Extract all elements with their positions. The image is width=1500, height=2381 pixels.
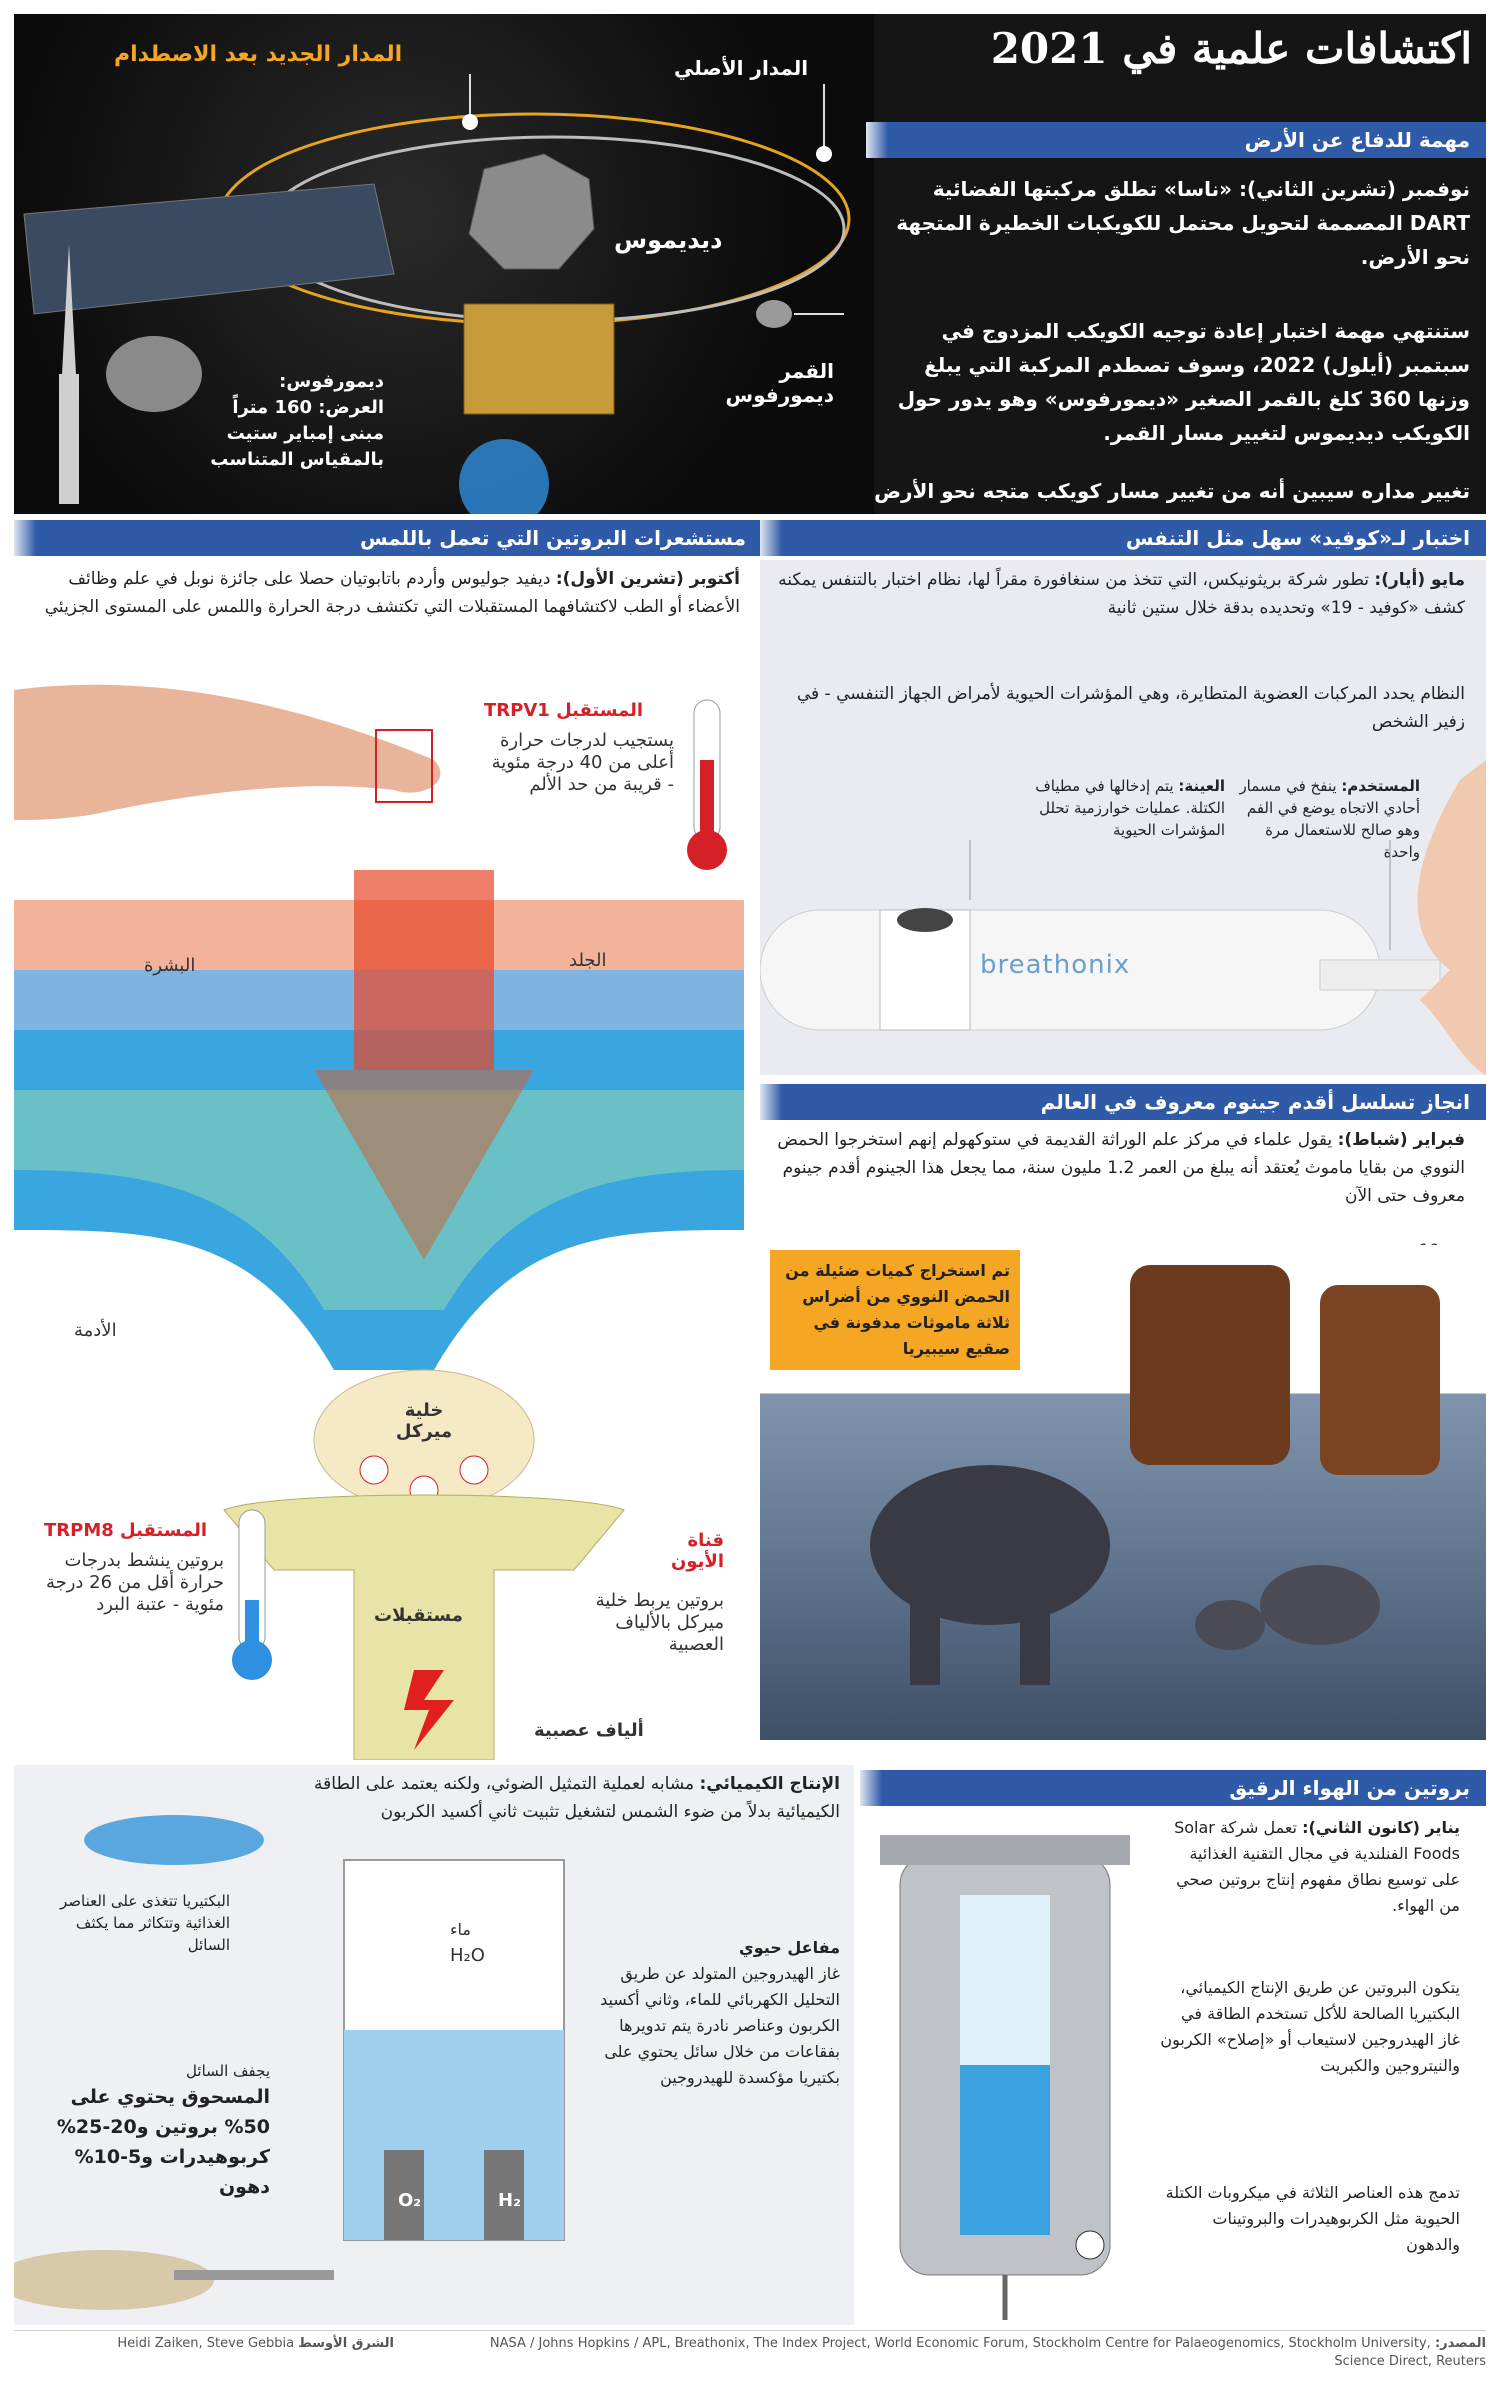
- molar-1: [1130, 1265, 1290, 1465]
- bioreactor-vessel-illustration: [860, 1815, 1160, 2325]
- trpm8-title: المستقبل TRPM8: [44, 1520, 208, 1541]
- dart-header: مهمة للدفاع عن الأرض: [866, 122, 1486, 158]
- protein-jan3: تدمج هذه العناصر الثلاثة في ميكروبات الكتلة الحيوية مثل الكربوهيدرات والبروتينات والدهون: [1165, 2183, 1460, 2254]
- covid-p1-text: تطور شركة بريثونيكس، التي تتخذ من سنغافورة مقراً لها، نظام اختبار بالتنفس يمكنه كشف «كوفيد - 19» وتحديده بدقة خلال ستين ثانية: [778, 570, 1465, 618]
- powder-lead: يجفف السائل: [186, 2062, 270, 2080]
- new-orbit-label: المدار الجديد بعد الاصطدام: [114, 42, 403, 67]
- touch-header: مستشعرات البروتين التي تعمل باللمس: [14, 520, 762, 556]
- bacteria-icon: [84, 1815, 264, 1865]
- sources-text: NASA / Johns Hopkins / APL, Breathonix, The Index Project, World Economic Forum, Stockholm Centre for Palaeogenomics, Stockholm University, Science Direct, Reuters: [489, 2336, 1486, 2369]
- didymos-label: ديديموس: [614, 226, 723, 254]
- user-text: ينفخ في مسمار أحادي الاتجاه يوضع في الفم وهو صالح للاستعمال مرة واحدة: [1239, 777, 1420, 861]
- ion-channel-text: بروتين يربط خلية ميركل بالألياف العصبية: [595, 1590, 724, 1655]
- page-title: اكتشافات علمية في 2021: [990, 24, 1472, 73]
- genome-p-text: يقول علماء في مركز علم الوراثة القديمة في ستوكهولم إنهم استخرجوا الحمض النووي من بقايا ماموث يُعتقد أنه يبلغ من العمر 1.2 مليون سنة، مما يجعل هذا الجينوم أقدم جينوم معروف حتى الآن: [777, 1130, 1465, 1206]
- molar-2: [1320, 1285, 1440, 1475]
- mammoth-calf: [1195, 1600, 1265, 1650]
- solar-panel: [24, 184, 394, 314]
- protein-jan: [1160, 1815, 1460, 1919]
- powder-desc: المسحوق يحتوي على 50% بروتين و20-25% كربوهيدرات و5-10% دهون: [56, 2086, 270, 2198]
- h2-label: H₂: [498, 2190, 521, 2211]
- protein-header: بروتين من الهواء الرقيق: [860, 1770, 1486, 1806]
- thruster-glow: [459, 439, 549, 514]
- chem-text: مشابه لعملية التمثيل الضوئي، ولكنه يعتمد على الطاقة الكيميائية بدلاً من ضوء الشمس لتشغيل تثبيت ثاني أكسيد الكربون: [314, 1774, 840, 1822]
- pressure-gauge: [1076, 2231, 1104, 2259]
- o2-label: O₂: [398, 2190, 422, 2211]
- genome-p: [775, 1126, 1465, 1210]
- credits-names: Heidi Zaiken, Steve Gebbia: [117, 2336, 295, 2351]
- merkel-label: خلية ميركل: [395, 1400, 453, 1442]
- covid-p1: [775, 566, 1465, 622]
- trpv1-title: المستقبل TRPV1: [484, 700, 644, 721]
- touch-intro-text: ديفيد جوليوس وأردم باتابوتيان حصلا على جائزة نوبل في علم وظائف الأعضاء أو الطب لاكتشافهما المستقبلات التي تكتشف درجة الحرارة واللمس على المستوى الجزيئي: [44, 569, 740, 617]
- jan-text: تعمل شركة Solar Foods الفنلندية في مجال التقنية الغذائية على توسيع نطاق مفهوم إنتاج بروتين صحي من الهواء.: [1174, 1818, 1460, 1915]
- skin-label: الجلد: [569, 950, 607, 971]
- footer: [14, 2330, 1486, 2377]
- h2o-label: H₂O: [450, 1945, 485, 1966]
- trpm8-text: بروتين ينشط بدرجات حرارة أقل من 26 درجة مئوية - عتبة البرد: [45, 1550, 224, 1615]
- touch-intro: [18, 565, 740, 621]
- genome-header: انجاز تسلسل أقدم جينوم معروف في العالم: [760, 1084, 1486, 1120]
- genome-note: تم استخراج كميات ضئيلة من الحمض النووي من أضراس ثلاثة ماموثات مدفونة في صقيع سيبيريا: [770, 1250, 1020, 1370]
- credits-brand: الشرق الأوسط: [298, 2336, 394, 2351]
- dart-paragraph-3: تغيير مداره سيبين أنه من تغيير مسار كويكب متجه نحو الأرض: [874, 479, 1470, 503]
- heat-beam: [354, 870, 494, 1070]
- genome-p-lead: فبراير (شباط):: [1337, 1130, 1465, 1150]
- water-label: ماء: [450, 1920, 471, 1939]
- jan-lead: يناير (كانون الثاني):: [1302, 1818, 1460, 1837]
- sources: [436, 2335, 1486, 2371]
- touch-intro-lead: أكتوبر (تشرين الأول):: [555, 569, 740, 589]
- dart-panel: [14, 14, 1486, 514]
- dart-spacecraft: [464, 304, 614, 414]
- didymos-asteroid: [469, 154, 594, 269]
- covid-header: اختبار لـ«كوفيد» سهل مثل التنفس: [760, 520, 1486, 556]
- skin-diagram: [14, 670, 744, 1760]
- chem-lead: الإنتاج الكيميائي:: [699, 1774, 840, 1794]
- empire-state-building: [59, 374, 79, 504]
- brand-label: breathonix: [980, 950, 1131, 980]
- covid-p1-lead: مايو (أيار):: [1374, 570, 1465, 590]
- epidermis-label: البشرة: [144, 955, 196, 976]
- orbit-diagram: [14, 14, 914, 514]
- sample-text: يتم إدخالها في مطياف الكتلة. عمليات خوارزمية تحلل المؤشرات الحيوية: [1035, 777, 1225, 839]
- liquid: [344, 2030, 564, 2240]
- powder-text: [30, 2060, 270, 2202]
- mammoth-large: [870, 1465, 1110, 1625]
- dart-paragraph-1: نوفمبر (تشرين الثاني): «ناسا» تطلق مركبتها الفضائية DART المصممة لتحويل محتمل للكويكبات الخطيرة المتجهة نحو الأرض.: [896, 177, 1470, 269]
- bioreactor-text: [600, 1935, 840, 2091]
- receptors-label: مستقبلات: [374, 1605, 463, 1626]
- ion-channel-label: قناة الأيون: [671, 1530, 724, 1572]
- spoon: [174, 2270, 334, 2280]
- trpv1-text: يستجيب لدرجات حرارة أعلى من 40 درجة مئوية - قريبة من حد الألم: [491, 730, 674, 795]
- bacteria-text: البكتيريا تتغذى على العناصر الغذائية وتتكاثر مما يكثف السائل: [60, 1892, 230, 1954]
- original-orbit-label: المدار الأصلي: [674, 56, 809, 80]
- breath-device-illustration: [760, 760, 1486, 1075]
- nerve-label: ألياف عصبية: [534, 1720, 644, 1741]
- sources-label: المصدر:: [1434, 2336, 1486, 2351]
- protein-jan2: يتكون البروتين عن طريق الإنتاج الكيميائي، البكتيريا الصالحة للأكل تستخدم الطاقة في غاز الهيدروجين لاستيعاب أو «إصلاح» الكربون والنيتروجين والكبريت: [1160, 1978, 1460, 2075]
- bioreactor-desc: غاز الهيدروجين المتولد عن طريق التحليل الكهربائي للماء، وثاني أكسيد الكربون وعناصر نادرة يتم تدويرها بفقاعات من خلال سائل يحتوي على بكتيريا مؤكسدة للهيدروجين: [600, 1964, 840, 2087]
- user-title: المستخدم:: [1341, 777, 1420, 795]
- mammoth-small: [1260, 1565, 1380, 1645]
- dermis-label: الأدمة: [74, 1320, 117, 1341]
- moon-label: القمر ديمورفوس: [725, 359, 834, 407]
- credits: [14, 2335, 394, 2353]
- bioreactor-title: مفاعل حيوي: [739, 1938, 840, 1957]
- sample-title: العينة:: [1178, 777, 1225, 795]
- dart-paragraph-2: ستنتهي مهمة اختبار إعادة توجيه الكويكب المزدوج في سبتمبر (أيلول) 2022، وسوف تصطدم المركبة التي يبلغ وزنها 360 كلغ بالقمر الصغير «ديمورفوس» وهو يدور حول الكويكب ديديموس لتغيير مسار القمر.: [897, 319, 1470, 445]
- covid-p2: النظام يحدد المركبات العضوية المتطايرة، وهي المؤشرات الحيوية لأمراض الجهاز التنفسي - في زفير الشخص: [796, 684, 1465, 732]
- mouthpiece: [1320, 960, 1440, 990]
- dimorphos-caption: ديمورفوس: العرض: 160 متراً مبنى إمباير ستيت بالمقياس المتناسب: [210, 371, 384, 470]
- dimorphos-moon: [756, 300, 792, 328]
- face-profile: [1418, 760, 1487, 1075]
